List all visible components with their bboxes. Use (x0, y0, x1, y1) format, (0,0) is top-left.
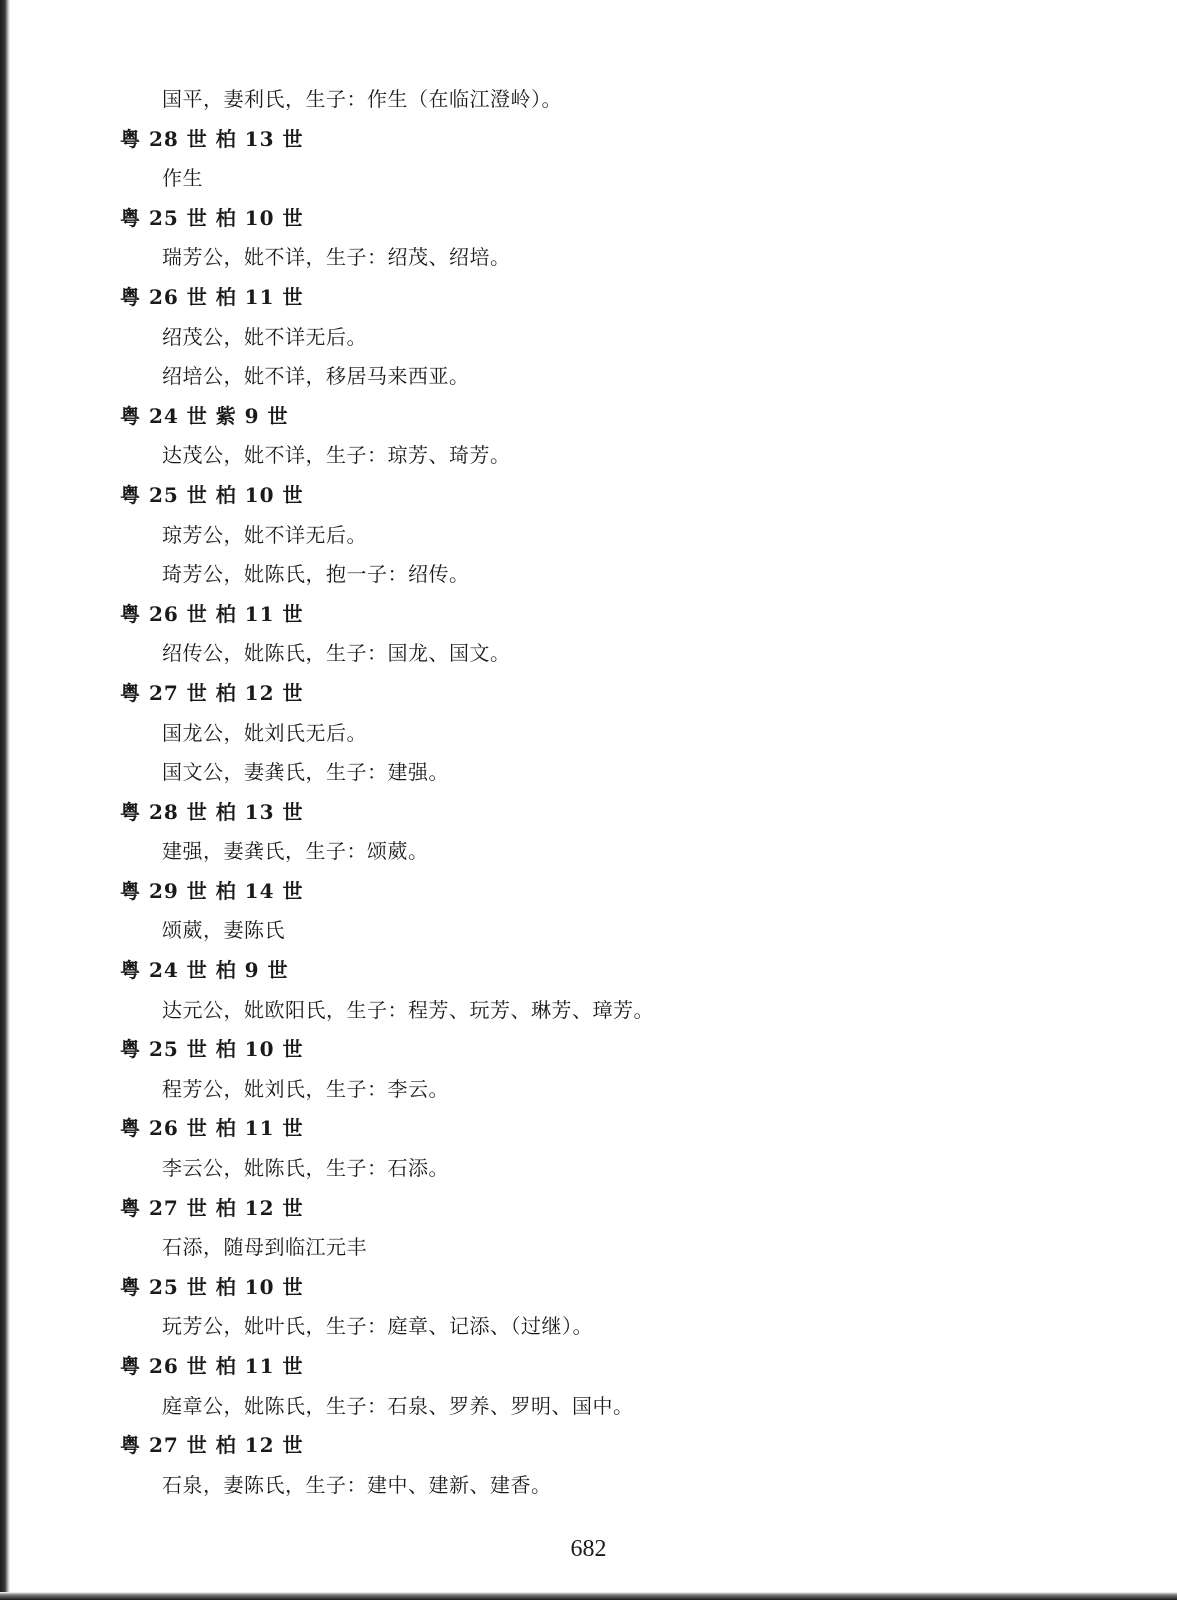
family-entry: 颂葳，妻陈氏 (162, 918, 285, 943)
generation-heading: 粤 25 世 柏 10 世 (120, 1037, 304, 1062)
page-bottom-edge (0, 1592, 1177, 1600)
family-entry: 绍培公，妣不详，移居马来西亚。 (162, 364, 470, 389)
family-entry: 庭章公，妣陈氏，生子：石泉、罗养、罗明、国中。 (162, 1393, 634, 1418)
family-entry: 绍传公，妣陈氏，生子：国龙、国文。 (162, 641, 511, 666)
family-entry: 琼芳公，妣不详无后。 (162, 522, 367, 547)
family-entry: 国平，妻利氏，生子：作生（在临江澄岭）。 (162, 87, 562, 111)
page-number: 682 (570, 1536, 607, 1562)
generation-heading: 粤 26 世 柏 11 世 (120, 601, 304, 626)
generation-heading: 粤 28 世 柏 13 世 (120, 126, 304, 151)
family-entry: 作生 (162, 166, 203, 191)
family-entry: 石添，随母到临江元丰 (162, 1235, 367, 1260)
family-entry: 绍茂公，妣不详无后。 (162, 324, 367, 349)
generation-heading: 粤 27 世 柏 12 世 (120, 1195, 304, 1220)
family-entry: 达茂公，妣不详，生子：琼芳、琦芳。 (162, 443, 511, 468)
generation-heading: 粤 27 世 柏 12 世 (120, 1433, 304, 1458)
family-entry: 玩芳公，妣叶氏，生子：庭章、记添、（过继）。 (162, 1314, 593, 1339)
generation-heading: 粤 25 世 柏 10 世 (120, 205, 304, 230)
generation-heading: 粤 25 世 柏 10 世 (120, 482, 304, 507)
family-entry: 石泉，妻陈氏，生子：建中、建新、建香。 (162, 1472, 552, 1497)
generation-heading: 粤 28 世 柏 13 世 (120, 799, 304, 824)
generation-heading: 粤 26 世 柏 11 世 (120, 284, 304, 309)
generation-heading: 粤 24 世 紫 9 世 (120, 403, 289, 428)
family-entry: 建强，妻龚氏，生子：颂葳。 (162, 839, 429, 864)
family-entry: 琦芳公，妣陈氏，抱一子：绍传。 (162, 562, 470, 587)
generation-heading: 粤 26 世 柏 11 世 (120, 1354, 304, 1378)
family-entry: 国文公，妻龚氏，生子：建强。 (162, 760, 449, 785)
family-entry: 瑞芳公，妣不详，生子：绍茂、绍培。 (162, 245, 511, 270)
generation-heading: 粤 24 世 柏 9 世 (120, 958, 289, 983)
family-entry: 达元公，妣欧阳氏，生子：程芳、玩芳、琳芳、璋芳。 (162, 997, 654, 1022)
generation-heading: 粤 25 世 柏 10 世 (120, 1274, 304, 1299)
generation-heading: 粤 26 世 柏 11 世 (120, 1116, 304, 1141)
generation-heading: 粤 27 世 柏 12 世 (120, 680, 304, 705)
family-entry: 国龙公，妣刘氏无后。 (162, 720, 367, 745)
genealogy-text (0, 80, 1177, 1505)
generation-heading: 粤 29 世 柏 14 世 (120, 878, 304, 903)
family-entry: 程芳公，妣刘氏，生子：李云。 (162, 1076, 449, 1101)
family-entry: 李云公，妣陈氏，生子：石添。 (162, 1156, 449, 1181)
